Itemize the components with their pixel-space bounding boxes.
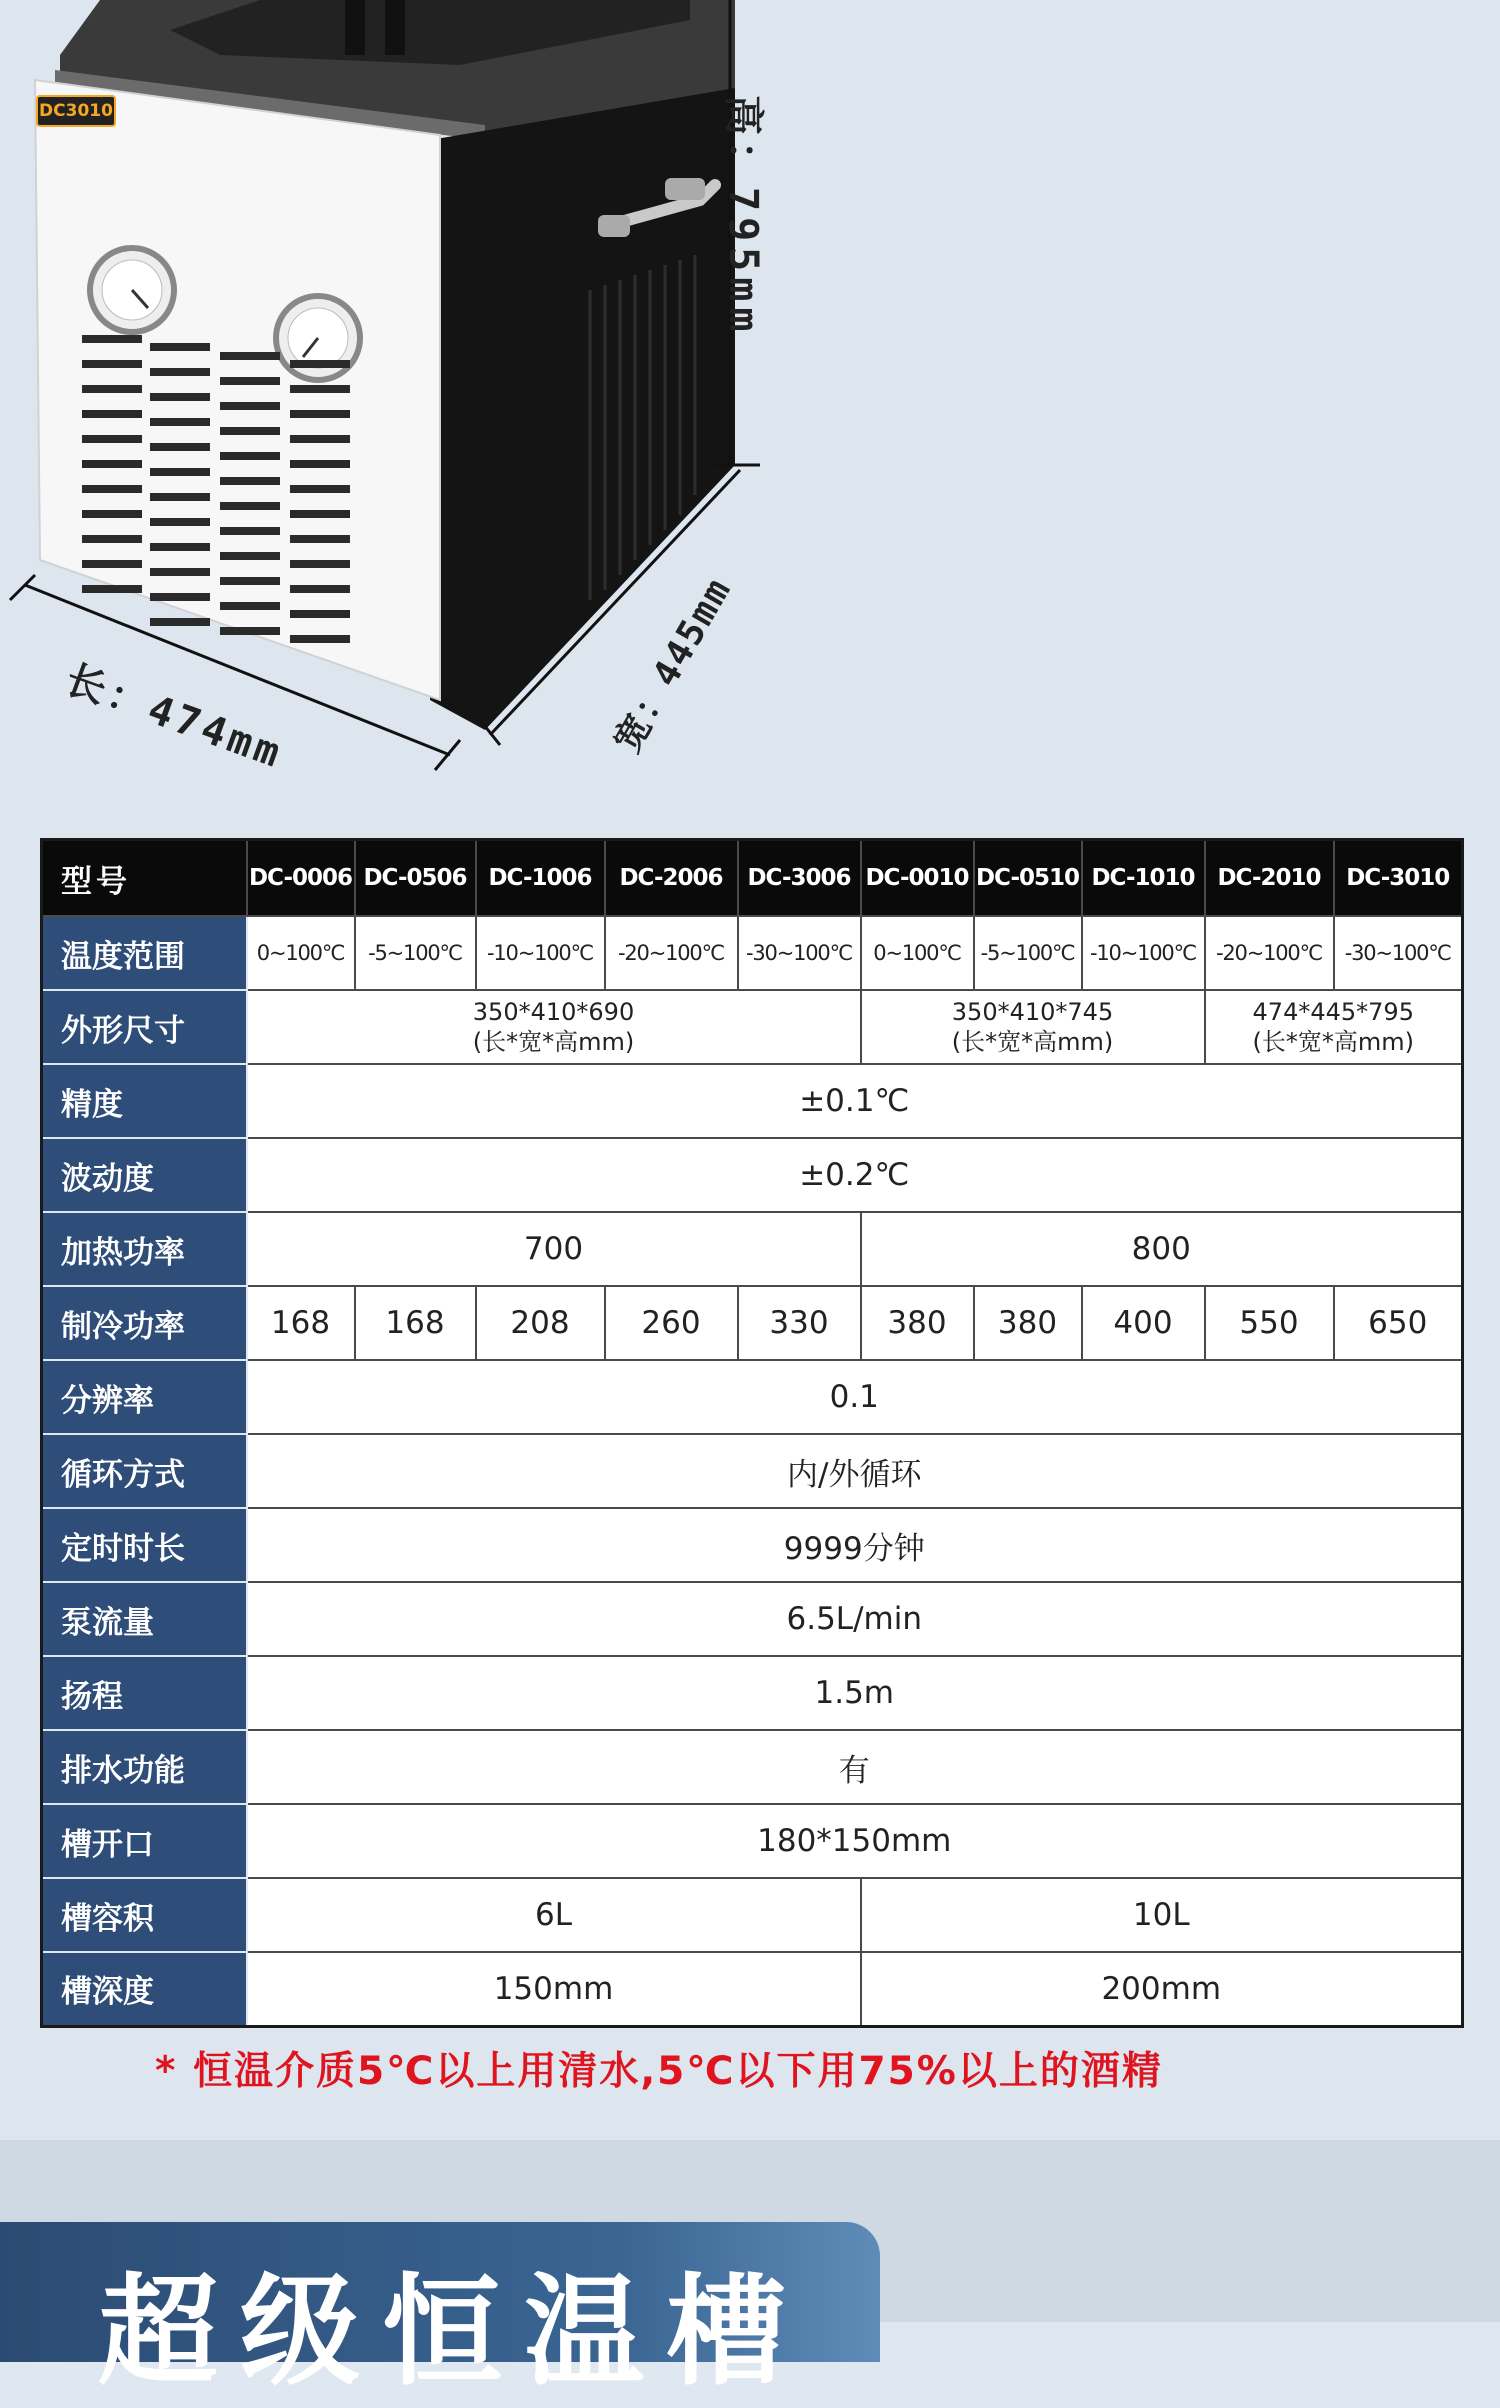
table-row <box>42 1582 1463 1656</box>
row-label: 槽深度 <box>42 1952 247 2026</box>
row-label: 泵流量 <box>42 1582 247 1656</box>
table-cell: -30~100℃ <box>738 916 861 990</box>
model-header: DC-3010 <box>1334 840 1463 917</box>
table-cell: 380 <box>974 1286 1082 1360</box>
table-cell: 10L <box>861 1878 1463 1952</box>
row-label: 循环方式 <box>42 1434 247 1508</box>
table-cell <box>861 990 1205 1064</box>
table-cell: 650 <box>1334 1286 1463 1360</box>
row-label: 加热功率 <box>42 1212 247 1286</box>
size-unit: (长*宽*高mm) <box>472 1028 635 1056</box>
model-header: DC-1006 <box>476 840 605 917</box>
table-cell: -5~100℃ <box>355 916 476 990</box>
table-row <box>42 1212 1463 1286</box>
table-cell: 400 <box>1082 1286 1205 1360</box>
row-label: 排水功能 <box>42 1730 247 1804</box>
row-label: 槽开口 <box>42 1804 247 1878</box>
row-label: 定时时长 <box>42 1508 247 1582</box>
row-label: 波动度 <box>42 1138 247 1212</box>
table-cell: 1.5m <box>247 1656 1463 1730</box>
table-row <box>42 1138 1463 1212</box>
spec-table <box>40 838 1464 2028</box>
table-cell: -5~100℃ <box>974 916 1082 990</box>
table-row <box>42 1360 1463 1434</box>
table-cell: 168 <box>355 1286 476 1360</box>
table-row <box>42 1508 1463 1582</box>
size-dims: 350*410*745 <box>951 998 1114 1026</box>
row-label: 温度范围 <box>42 916 247 990</box>
table-cell: 700 <box>247 1212 861 1286</box>
model-badge: DC3010 <box>36 95 116 127</box>
model-header: DC-1010 <box>1082 840 1205 917</box>
table-row <box>42 1064 1463 1138</box>
table-row <box>42 1656 1463 1730</box>
table-row <box>42 1804 1463 1878</box>
height-dimension-label: 高：795mm <box>720 95 766 338</box>
model-header: DC-2006 <box>605 840 738 917</box>
table-cell: 0~100℃ <box>861 916 974 990</box>
table-cell: 168 <box>247 1286 355 1360</box>
table-header-row <box>42 840 1463 917</box>
table-row <box>42 1952 1463 2026</box>
table-cell <box>247 990 861 1064</box>
length-dimension-label: 长：474mm <box>59 656 290 778</box>
model-header: DC-0510 <box>974 840 1082 917</box>
model-header: DC-2010 <box>1205 840 1334 917</box>
table-cell: 550 <box>1205 1286 1334 1360</box>
row-label: 制冷功率 <box>42 1286 247 1360</box>
table-cell: 208 <box>476 1286 605 1360</box>
model-header: DC-3006 <box>738 840 861 917</box>
table-cell: 6L <box>247 1878 861 1952</box>
size-dims: 474*445*795 <box>1252 998 1414 1026</box>
footnote: * 恒温介质5℃以上用清水,5℃以下用75%以上的酒精 <box>155 2049 1163 2094</box>
table-cell: 200mm <box>861 1952 1463 2026</box>
table-cell: -30~100℃ <box>1334 916 1463 990</box>
table-cell: 6.5L/min <box>247 1582 1463 1656</box>
table-row <box>42 1434 1463 1508</box>
table-cell: 800 <box>861 1212 1463 1286</box>
table-cell: 150mm <box>247 1952 861 2026</box>
table-cell: 260 <box>605 1286 738 1360</box>
table-cell <box>1205 990 1463 1064</box>
table-cell: 330 <box>738 1286 861 1360</box>
table-cell: 0.1 <box>247 1360 1463 1434</box>
table-row <box>42 1878 1463 1952</box>
row-label: 外形尺寸 <box>42 990 247 1064</box>
model-header: DC-0506 <box>355 840 476 917</box>
header-label: 型号 <box>42 840 247 917</box>
table-row <box>42 1730 1463 1804</box>
size-unit: (长*宽*高mm) <box>1252 1028 1414 1056</box>
row-label: 槽容积 <box>42 1878 247 1952</box>
row-label: 扬程 <box>42 1656 247 1730</box>
table-cell: ±0.1℃ <box>247 1064 1463 1138</box>
table-cell: 180*150mm <box>247 1804 1463 1878</box>
table-cell: -20~100℃ <box>605 916 738 990</box>
width-dimension-label: 宽：445mm <box>606 570 740 760</box>
row-label: 精度 <box>42 1064 247 1138</box>
table-cell: 内/外循环 <box>247 1434 1463 1508</box>
table-cell: -10~100℃ <box>476 916 605 990</box>
table-row <box>42 916 1463 990</box>
model-header: DC-0006 <box>247 840 355 917</box>
table-cell: 9999分钟 <box>247 1508 1463 1582</box>
table-cell: -20~100℃ <box>1205 916 1334 990</box>
size-dims: 350*410*690 <box>472 998 635 1026</box>
table-cell: -10~100℃ <box>1082 916 1205 990</box>
table-row <box>42 1286 1463 1360</box>
model-header: DC-0010 <box>861 840 974 917</box>
table-cell: 0~100℃ <box>247 916 355 990</box>
table-cell: ±0.2℃ <box>247 1138 1463 1212</box>
table-row <box>42 990 1463 1064</box>
product-illustration <box>0 0 820 780</box>
table-cell: 380 <box>861 1286 974 1360</box>
section-title: 超级恒温槽 <box>98 2263 808 2402</box>
size-unit: (长*宽*高mm) <box>951 1028 1114 1056</box>
table-cell: 有 <box>247 1730 1463 1804</box>
row-label: 分辨率 <box>42 1360 247 1434</box>
